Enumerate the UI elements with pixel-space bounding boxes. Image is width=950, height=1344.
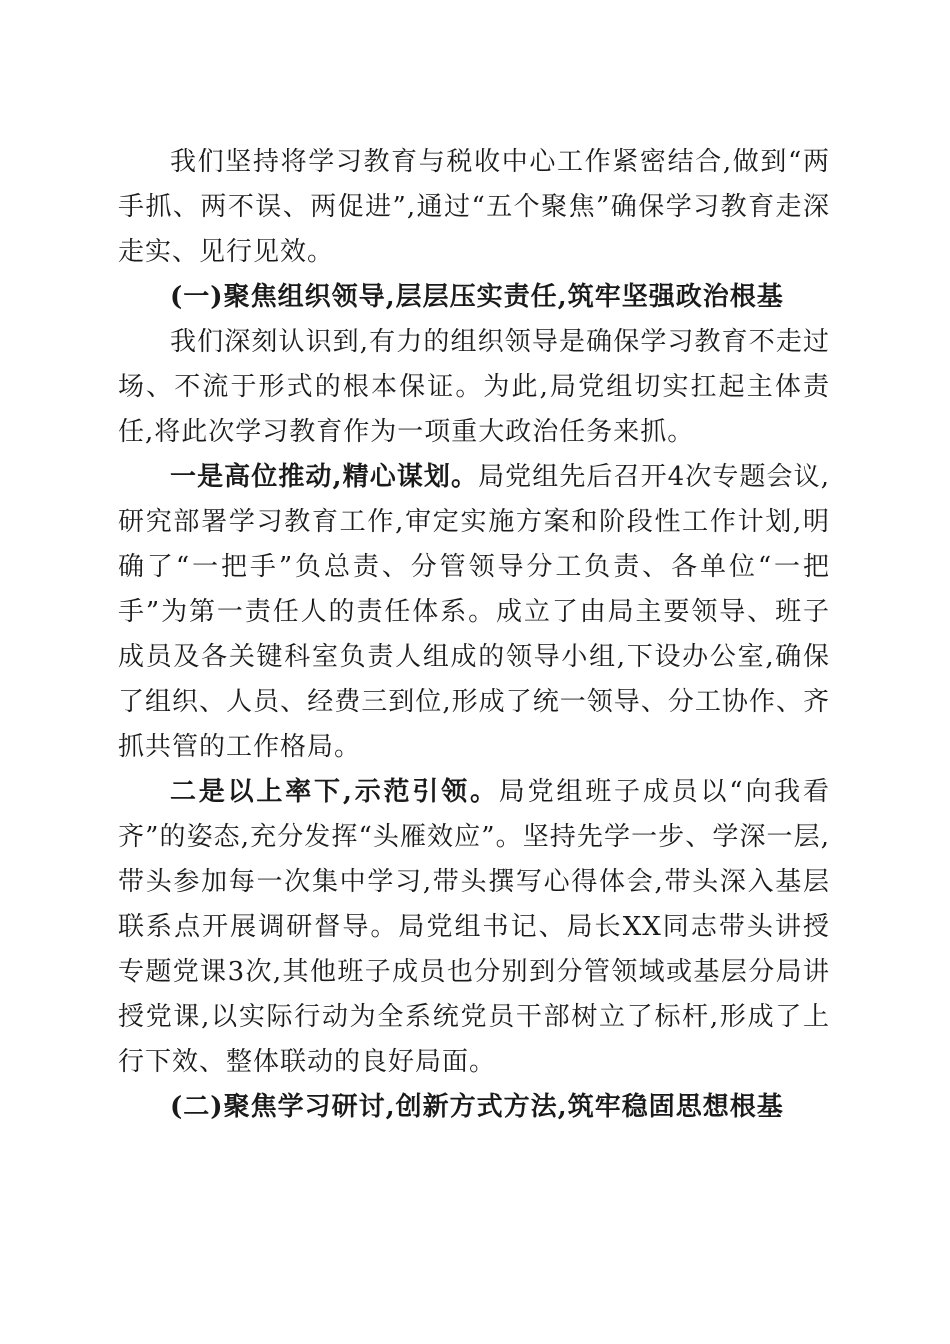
section-heading-1: (一)聚焦组织领导,层层压实责任,筑牢坚强政治根基 xyxy=(170,282,784,312)
organization-paragraph xyxy=(118,320,830,455)
high-level-push-text: 局党组先后召开4次专题会议,研究部署学习教育工作,审定实施方案和阶段性工作计划,明确了“一把手”负总责、分管领导分工负责、各单位“一把手”为第一责任人的责任体系。成立了由局主要领导、班子成员及各关键科室负责人组成的领导小组,下设办公室,确保了组织、人员、经费三到位,形成了统一领导、分工协作、齐抓共管的工作格局。 xyxy=(118,462,830,762)
lead-by-example-lead: 二是以上率下,示范引领。 xyxy=(170,777,499,807)
intro-paragraph xyxy=(118,140,830,275)
section-heading-2: (二)聚焦学习研讨,创新方式方法,筑牢稳固思想根基 xyxy=(170,1092,784,1122)
lead-by-example-text: 局党组班子成员以“向我看齐”的姿态,充分发挥“头雁效应”。坚持先学一步、学深一层,带头参加每一次集中学习,带头撰写心得体会,带头深入基层联系点开展调研督导。局党组书记、局长XX同志带头讲授专题党课3次,其他班子成员也分别到分管领域或基层分局讲授党课,以实际行动为全系统党员干部树立了标杆,形成了上行下效、整体联动的良好局面。 xyxy=(118,777,830,1077)
organization-paragraph-text: 我们深刻认识到,有力的组织领导是确保学习教育不走过场、不流于形式的根本保证。为此,局党组切实扛起主体责任,将此次学习教育作为一项重大政治任务来抓。 xyxy=(118,327,830,447)
high-level-push-lead: 一是高位推动,精心谋划。 xyxy=(170,462,479,492)
document-body xyxy=(118,140,830,1130)
lead-by-example-paragraph xyxy=(118,770,830,1085)
high-level-push-paragraph xyxy=(118,455,830,770)
intro-paragraph-text: 我们坚持将学习教育与税收中心工作紧密结合,做到“两手抓、两不误、两促进”,通过“五个聚焦”确保学习教育走深走实、见行见效。 xyxy=(118,147,830,267)
